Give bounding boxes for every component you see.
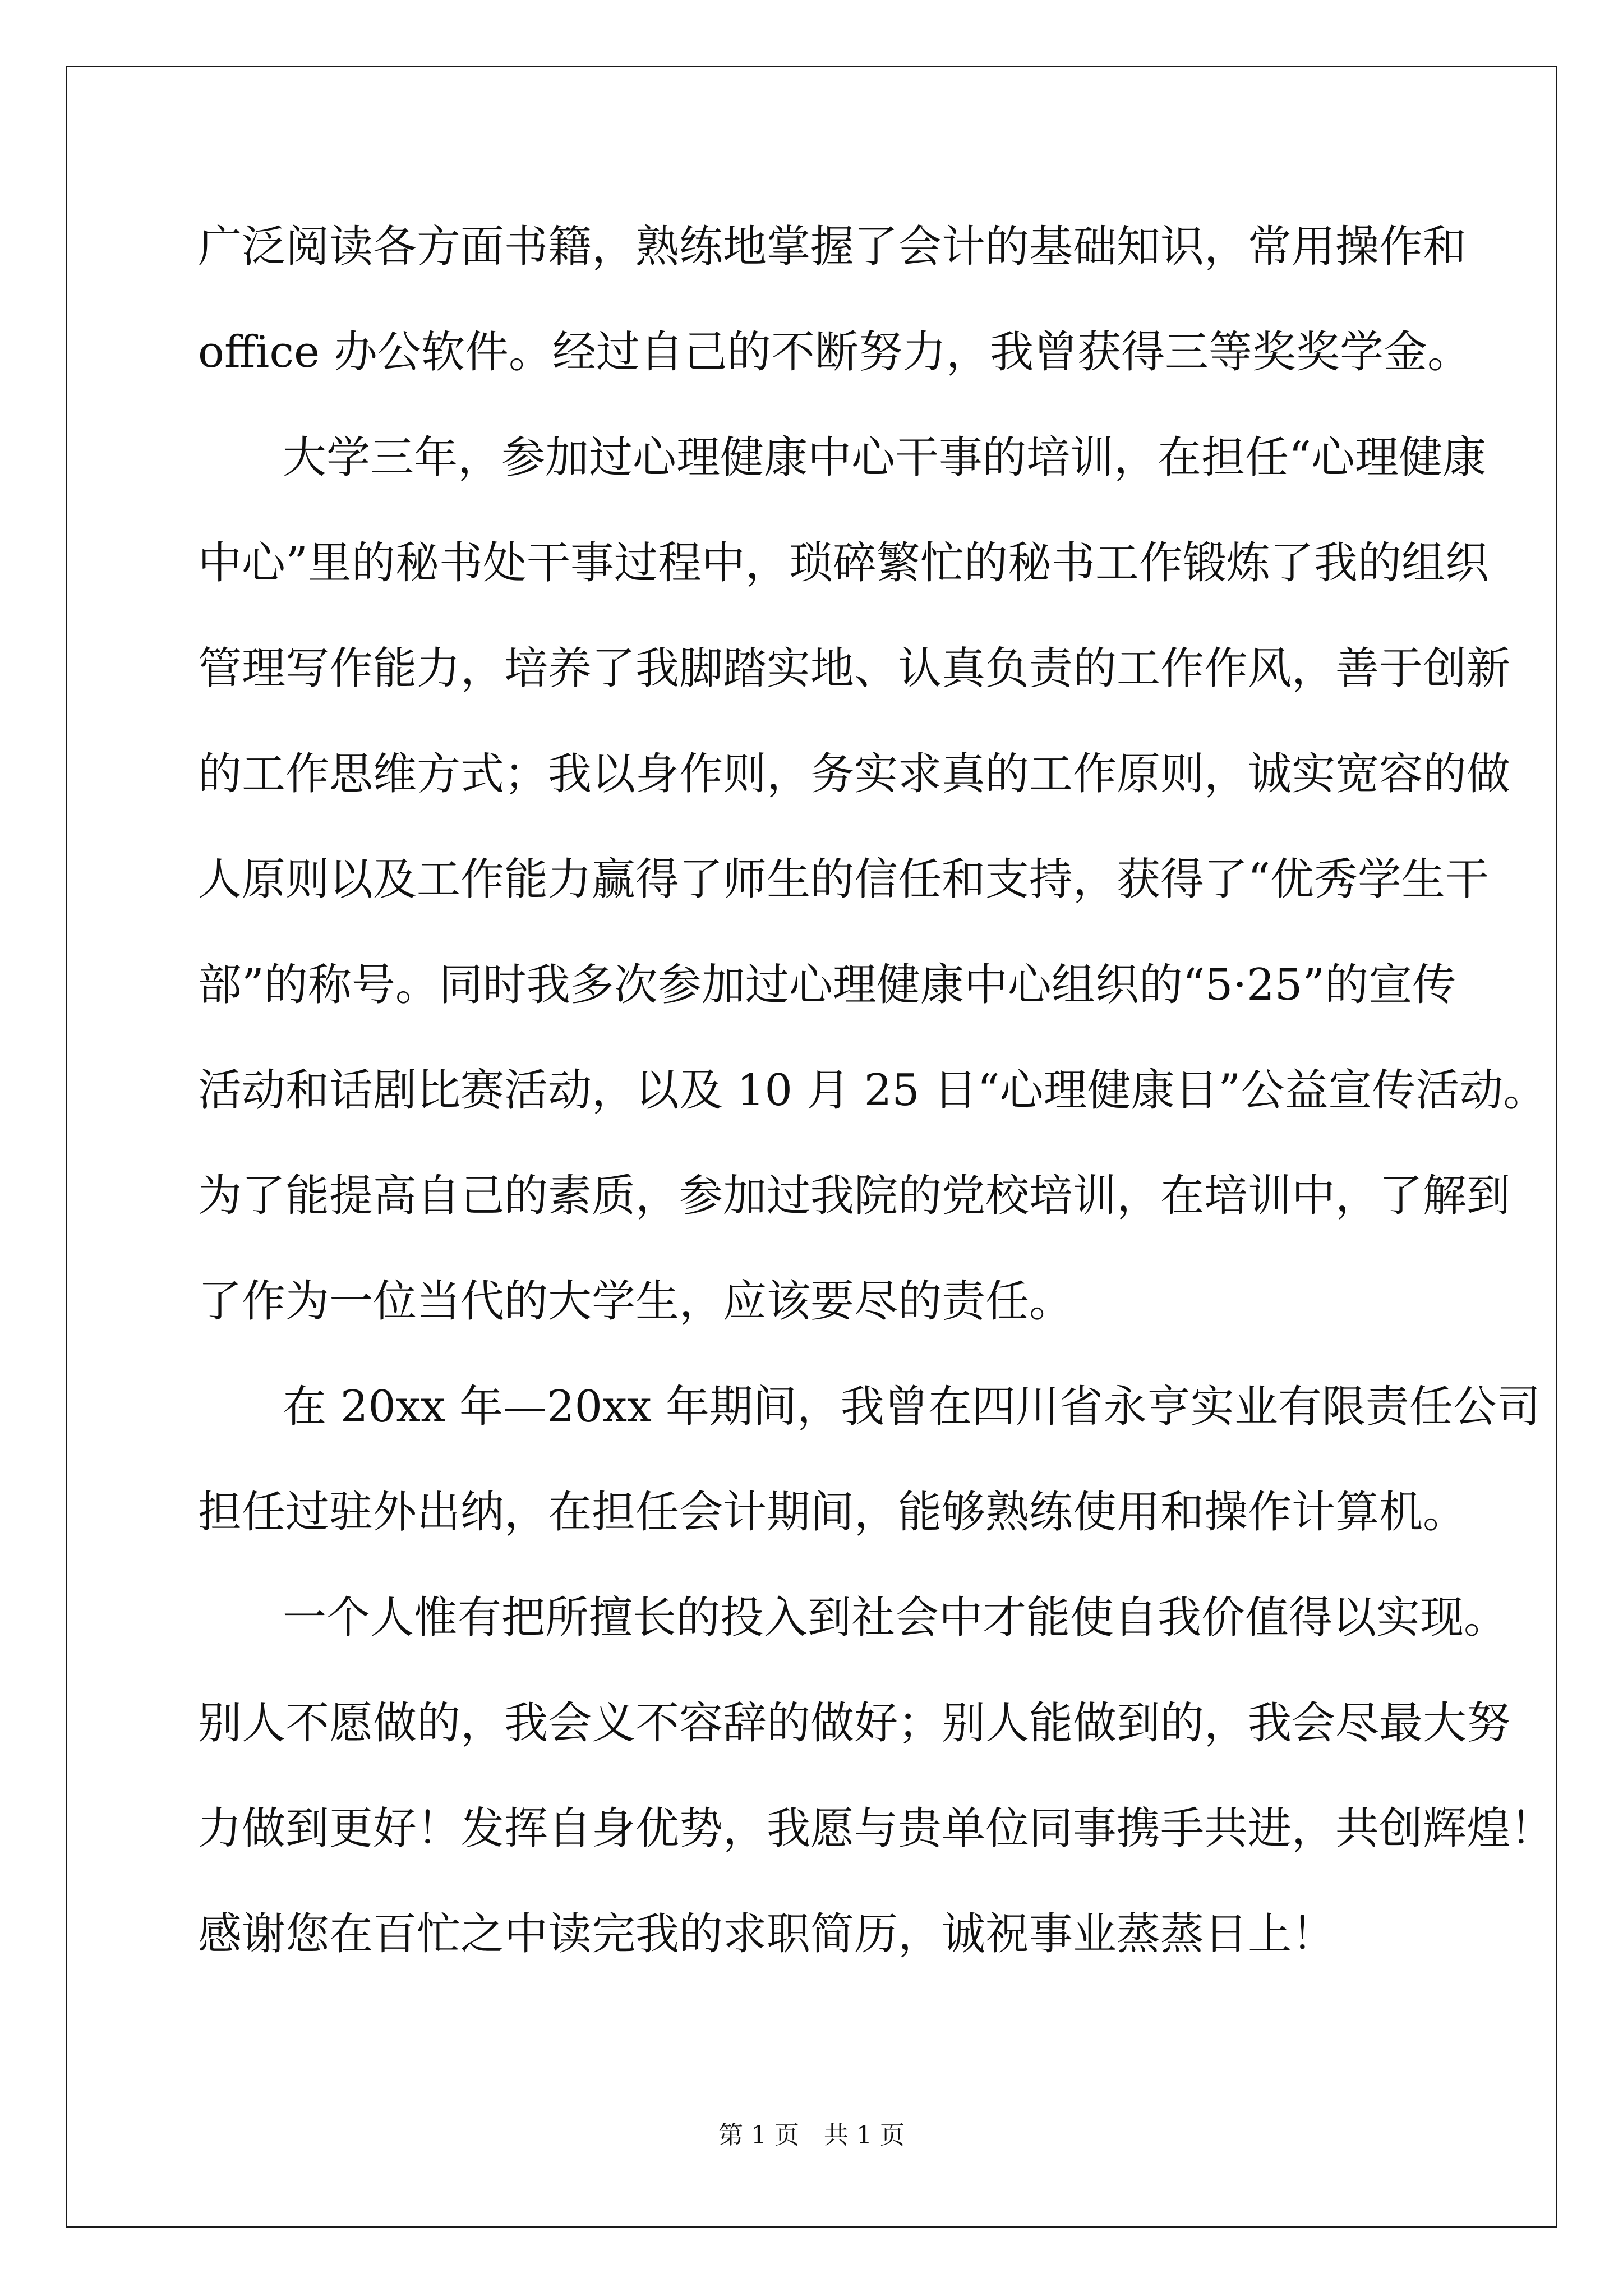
text-line: 力做到更好！发挥自身优势，我愿与贵单位同事携手共进，共创辉煌！ bbox=[198, 1803, 1555, 1854]
text-line: 部”的称号。同时我多次参加过心理健康中心组织的“5·25”的宣传 bbox=[198, 960, 1456, 1010]
text-line: 的工作思维方式；我以身作则，务实求真的工作原则，诚实宽容的做 bbox=[198, 749, 1511, 799]
text-line: 别人不愿做的，我会义不容辞的做好；别人能做到的，我会尽最大努 bbox=[198, 1698, 1511, 1749]
page-number-footer: 第 1 页 共 1 页 bbox=[718, 2121, 905, 2150]
text-line: 活动和话剧比赛活动，以及 10 月 25 日“心理健康日”公益宣传活动。 bbox=[198, 1065, 1547, 1116]
text-line: 担任过驻外出纳，在担任会计期间，能够熟练使用和操作计算机。 bbox=[198, 1487, 1467, 1538]
text-line: 中心”里的秘书处干事过程中，琐碎繁忙的秘书工作锻炼了我的组织 bbox=[198, 538, 1489, 588]
document-body bbox=[198, 194, 1555, 1987]
text-line: 大学三年，参加过心理健康中心干事的培训，在担任“心理健康 bbox=[283, 432, 1486, 483]
text-line: 为了能提高自己的素质，参加过我院的党校培训，在培训中，了解到 bbox=[198, 1171, 1511, 1221]
text-line: 广泛阅读各方面书籍，熟练地掌握了会计的基础知识，常用操作和 bbox=[198, 222, 1467, 272]
text-line: 管理写作能力，培养了我脚踏实地、认真负责的工作作风，善于创新 bbox=[198, 643, 1511, 694]
text-line: 一个人惟有把所擅长的投入到社会中才能使自我价值得以实现。 bbox=[283, 1593, 1508, 1643]
text-line: 人原则以及工作能力赢得了师生的信任和支持，获得了“优秀学生干 bbox=[198, 854, 1489, 905]
text-line: 在 20xx 年—20xx 年期间，我曾在四川省永亨实业有限责任公司 bbox=[283, 1382, 1541, 1432]
text-line: 了作为一位当代的大学生，应该要尽的责任。 bbox=[198, 1276, 1073, 1327]
text-line: office 办公软件。经过自己的不断努力，我曾获得三等奖奖学金。 bbox=[198, 327, 1471, 378]
text-line: 感谢您在百忙之中读完我的求职简历，诚祝事业蒸蒸日上！ bbox=[198, 1909, 1336, 1959]
